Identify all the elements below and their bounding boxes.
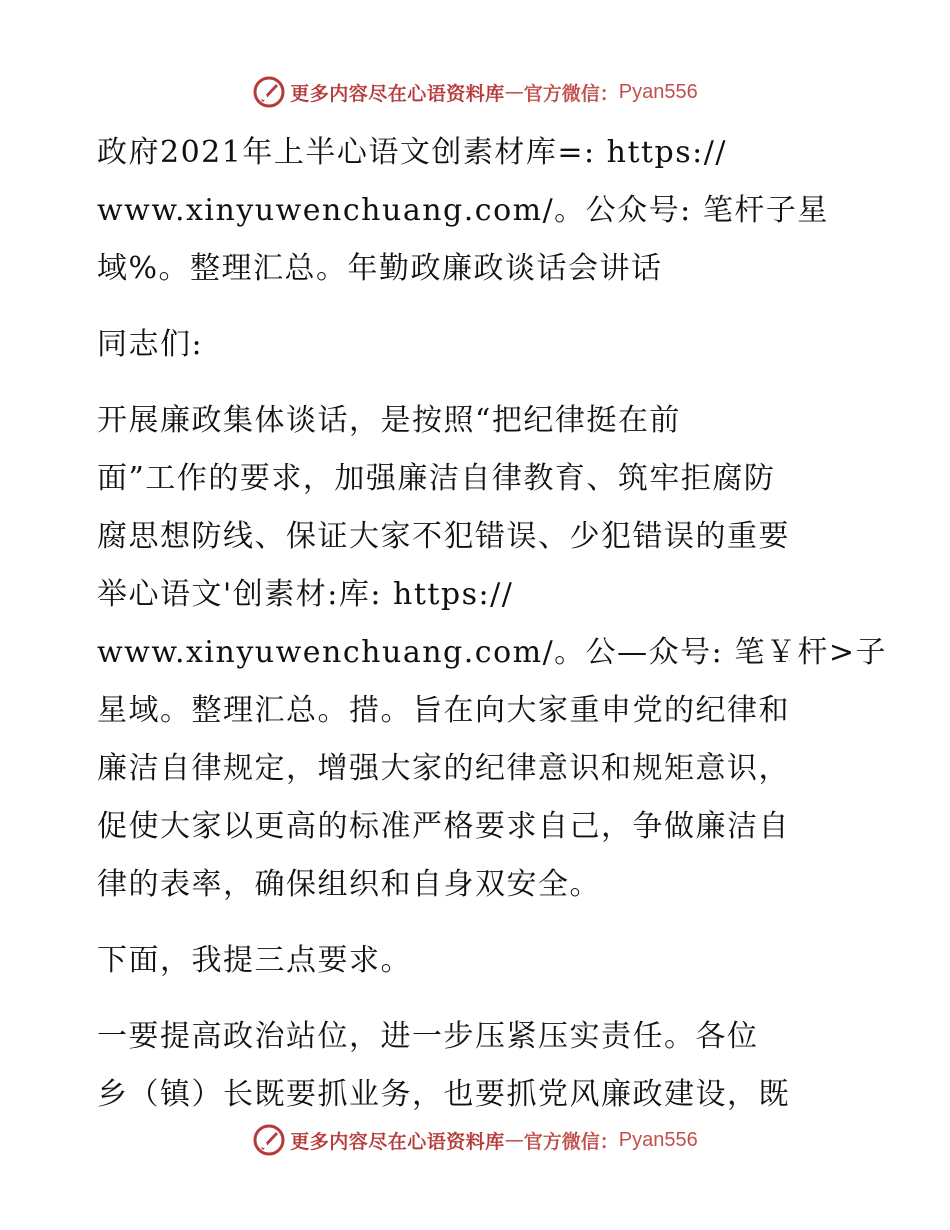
- text-line: 开展廉政集体谈话，是按照“把纪律挺在前: [97, 403, 681, 438]
- paragraph-title: [97, 124, 852, 298]
- text-line: 促使大家以更高的标准严格要求自己，争做廉洁自: [97, 809, 790, 844]
- text-line: www.xinyuwenchuang.com/。公众号: 笔杆子星: [97, 193, 829, 228]
- text-line: 下面，我提三点要求。: [97, 943, 412, 978]
- text-line: 廉洁自律规定，增强大家的纪律意识和规矩意识，: [97, 751, 790, 786]
- quill-logo-icon: [252, 1123, 286, 1157]
- banner-wechat-id: Pyan556: [618, 1128, 698, 1151]
- text-line: 律的表率，确保组织和自身双安全。: [97, 867, 601, 902]
- text-line: 域%。整理汇总。年勤政廉政谈话会讲话: [97, 251, 663, 286]
- paragraph-salutation: [97, 316, 852, 374]
- banner-wechat-id: Pyan556: [618, 80, 698, 103]
- paragraph-requirement-one: [97, 1008, 852, 1124]
- text-line: 腐思想防线、保证大家不犯错误、少犯错误的重要: [97, 519, 790, 554]
- banner-wechat-label: 官方微信：: [523, 82, 619, 105]
- text-line: www.xinyuwenchuang.com/。公—众号: 笔￥杆>子: [97, 635, 887, 670]
- text-line: 面”工作的要求，加强廉洁自律教育、筑牢拒腐防: [97, 461, 776, 496]
- banner-wechat-label: 官方微信：: [523, 1130, 619, 1153]
- banner-separator: —: [504, 1129, 524, 1151]
- text-line: 同志们:: [97, 327, 204, 362]
- paragraph-intro: [97, 392, 887, 914]
- banner-text: 更多内容尽在心语资料库: [290, 82, 505, 105]
- text-line: 乡（镇）长既要抓业务，也要抓党风廉政建设，既: [97, 1077, 790, 1112]
- footer-watermark-banner: [0, 1120, 950, 1160]
- paragraph-requirements-lead: [97, 932, 852, 990]
- text-line: 政府2021年上半心语文创素材库=: https://: [97, 135, 727, 170]
- header-watermark-banner: [0, 72, 950, 112]
- banner-separator: —: [504, 81, 524, 103]
- text-line: 星域。整理汇总。措。旨在向大家重申党的纪律和: [97, 693, 790, 728]
- banner-text: 更多内容尽在心语资料库: [290, 1130, 505, 1153]
- text-line: 举心语文'创素材:库: https://: [97, 577, 514, 612]
- quill-logo-icon: [252, 75, 286, 109]
- document-body: [97, 124, 887, 1142]
- text-line: 一要提高政治站位，进一步压紧压实责任。各位: [97, 1019, 759, 1054]
